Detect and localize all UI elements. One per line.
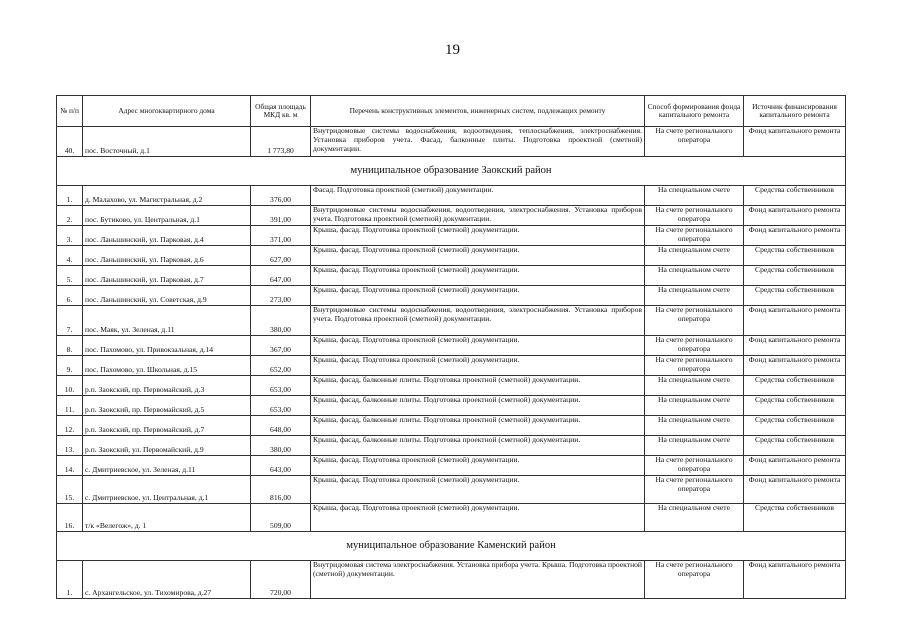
row-num: 9. <box>57 356 83 376</box>
row-method: На счете регионального оператора <box>645 456 744 476</box>
table-row <box>57 266 846 286</box>
row-num: 7. <box>57 306 83 336</box>
row-address: с. Дмитриевское, ул. Зеленая, д.11 <box>83 456 251 476</box>
row-method: На специальном счете <box>645 266 744 286</box>
row-source: Средства собственников <box>744 286 846 306</box>
header-area: Общая площадь МКД кв. м <box>251 96 311 127</box>
header-num: № п/п <box>57 96 83 127</box>
row-num: 1. <box>57 186 83 206</box>
row-num: 13. <box>57 436 83 456</box>
table-row <box>57 206 846 226</box>
row-num: 5. <box>57 266 83 286</box>
row-source: Средства собственников <box>744 266 846 286</box>
row-address: р.п. Заокский, пр. Первомайский, д.3 <box>83 376 251 396</box>
header-address: Адрес многоквартирного дома <box>83 96 251 127</box>
page-number: 19 <box>445 42 460 58</box>
table-row <box>57 456 846 476</box>
row-source: Фонд капитального ремонта <box>744 356 846 376</box>
row-works: Крыша, фасад, балконные плиты. Подготовка проектной (сметной) документации. <box>311 396 645 416</box>
row-address: с. Дмитриевское, ул. Центральная, д.1 <box>83 476 251 504</box>
row-works: Крыша, фасад. Подготовка проектной (сметной) документации. <box>311 286 645 306</box>
row-num: 6. <box>57 286 83 306</box>
row-area: 273,00 <box>251 286 311 306</box>
row-works: Крыша, фасад. Подготовка проектной (сметной) документации. <box>311 476 645 504</box>
table-row <box>57 376 846 396</box>
row-address: пос. Бутиково, ул. Центральная, д.1 <box>83 206 251 226</box>
row-method: На счете регионального оператора <box>645 356 744 376</box>
row-area: 627,00 <box>251 246 311 266</box>
row-works: Крыша, фасад. Подготовка проектной (сметной) документации. <box>311 336 645 356</box>
table-row <box>57 416 846 436</box>
row-source: Фонд капитального ремонта <box>744 476 846 504</box>
row-num: 8. <box>57 336 83 356</box>
row-area: 376,00 <box>251 186 311 206</box>
row-works: Фасад. Подготовка проектной (сметной) документации. <box>311 186 645 206</box>
row-source: Фонд капитального ремонта <box>744 127 846 157</box>
row-address: пос. Маяк, ул. Зеленая, д.11 <box>83 306 251 336</box>
row-source: Средства собственников <box>744 246 846 266</box>
table-row <box>57 246 846 266</box>
row-method: На специальном счете <box>645 286 744 306</box>
row-method: На специальном счете <box>645 376 744 396</box>
row-area: 647,00 <box>251 266 311 286</box>
row-source: Фонд капитального ремонта <box>744 561 846 599</box>
row-works: Крыша, фасад. Подготовка проектной (сметной) документации. <box>311 246 645 266</box>
table-row <box>57 476 846 504</box>
row-area: 391,00 <box>251 206 311 226</box>
row-num: 14. <box>57 456 83 476</box>
row-num: 3. <box>57 226 83 246</box>
table-row <box>57 186 846 206</box>
row-address: р.п. Заокский, пр. Первомайский, д.5 <box>83 396 251 416</box>
row-works: Крыша, фасад. Подготовка проектной (сметной) документации. <box>311 504 645 532</box>
row-method: На специальном счете <box>645 416 744 436</box>
table-row <box>57 286 846 306</box>
row-works: Крыша, фасад. Подготовка проектной (сметной) документации. <box>311 456 645 476</box>
row-works: Крыша, фасад, балконные плиты. Подготовка проектной (сметной) документации. <box>311 376 645 396</box>
row-works: Крыша, фасад. Подготовка проектной (сметной) документации. <box>311 226 645 246</box>
row-area: 653,00 <box>251 396 311 416</box>
row-address: т/к «Велегож», д. 1 <box>83 504 251 532</box>
row-area: 816,00 <box>251 476 311 504</box>
row-works: Крыша, фасад. Подготовка проектной (сметной) документации. <box>311 356 645 376</box>
section-row <box>57 532 846 561</box>
table-row <box>57 436 846 456</box>
table-row <box>57 226 846 246</box>
header-method: Способ формирования фонда капитального ремонта <box>645 96 744 127</box>
row-address: пос. Ланьшинский, ул. Советская, д.9 <box>83 286 251 306</box>
row-method: На специальном счете <box>645 186 744 206</box>
row-area: 380,00 <box>251 436 311 456</box>
row-method: На счете регионального оператора <box>645 306 744 336</box>
row-method: На специальном счете <box>645 246 744 266</box>
row-source: Средства собственников <box>744 504 846 532</box>
row-works: Крыша, фасад, балконные плиты. Подготовка проектной (сметной) документации. <box>311 436 645 456</box>
row-num: 2. <box>57 206 83 226</box>
row-works: Внутридомовые системы водоснабжения, водоотведения, электроснабжения. Установка приборов учета. Подготовка проектной (сметной) документации. <box>311 206 645 226</box>
row-source: Фонд капитального ремонта <box>744 206 846 226</box>
row-source: Средства собственников <box>744 376 846 396</box>
row-address: д. Малахово, ул. Магистральная, д.2 <box>83 186 251 206</box>
row-source: Средства собственников <box>744 396 846 416</box>
row-num: 12. <box>57 416 83 436</box>
row-address: пос. Пахомово, ул. Школьная, д.15 <box>83 356 251 376</box>
row-address: пос. Ланьшинский, ул. Парковая, д.7 <box>83 266 251 286</box>
row-works: Внутридомовые системы водоснабжения, водоотведения, теплоснабжения, электроснабжения. Установка приборов учета. Фасад, балконные плиты. Подготовка проектной (сметной) документации. <box>311 127 645 157</box>
table-row <box>57 504 846 532</box>
row-num: 16. <box>57 504 83 532</box>
row-method: На счете регионального оператора <box>645 226 744 246</box>
section-title-kamensky: муниципальное образование Каменский район <box>57 532 846 561</box>
row-method: На счете регионального оператора <box>645 476 744 504</box>
header-works: Перечень конструктивных элементов, инженерных систем, подлежащих ремонту <box>311 96 645 127</box>
row-num: 11. <box>57 396 83 416</box>
row-address: с. Архангельское, ул. Тихомирова, д.27 <box>83 561 251 599</box>
row-address: пос. Ланьшинский, ул. Парковая, д.6 <box>83 246 251 266</box>
row-source: Средства собственников <box>744 416 846 436</box>
row-area: 648,00 <box>251 416 311 436</box>
row-area: 652,00 <box>251 356 311 376</box>
row-num: 4. <box>57 246 83 266</box>
row-method: На счете регионального оператора <box>645 206 744 226</box>
row-address: пос. Восточный, д.1 <box>83 127 251 157</box>
section-row <box>57 157 846 186</box>
row-area: 1 773,80 <box>251 127 311 157</box>
row-source: Средства собственников <box>744 436 846 456</box>
table-row <box>57 306 846 336</box>
header-row <box>57 96 846 127</box>
row-works: Внутридомовые системы водоснабжения, водоотведения, электроснабжения. Установка приборов учета. Подготовка проектной (сметной) документации. <box>311 306 645 336</box>
row-num: 1. <box>57 561 83 599</box>
row-area: 653,00 <box>251 376 311 396</box>
row-area: 643,00 <box>251 456 311 476</box>
row-area: 720,00 <box>251 561 311 599</box>
section-title-zaoksky: муниципальное образование Заокский район <box>57 157 846 186</box>
table-row <box>57 561 846 599</box>
row-works: Крыша, фасад, балконные плиты. Подготовка проектной (сметной) документации. <box>311 416 645 436</box>
table-row <box>57 336 846 356</box>
row-area: 509,00 <box>251 504 311 532</box>
row-works: Крыша, фасад. Подготовка проектной (сметной) документации. <box>311 266 645 286</box>
table-row <box>57 127 846 157</box>
repair-program-table <box>56 95 846 599</box>
row-address: пос. Ланьшинский, ул. Парковая, д.4 <box>83 226 251 246</box>
table-row <box>57 356 846 376</box>
row-address: р.п. Заокский, ул. Первомайский, д.9 <box>83 436 251 456</box>
row-method: На счете регионального оператора <box>645 127 744 157</box>
row-address: пос. Пахомово, ул. Привокзальная, д.14 <box>83 336 251 356</box>
row-method: На специальном счете <box>645 504 744 532</box>
row-method: На счете регионального оператора <box>645 336 744 356</box>
row-area: 367,00 <box>251 336 311 356</box>
row-num: 15. <box>57 476 83 504</box>
row-source: Фонд капитального ремонта <box>744 306 846 336</box>
row-num: 40. <box>57 127 83 157</box>
row-method: На специальном счете <box>645 396 744 416</box>
row-source: Фонд капитального ремонта <box>744 456 846 476</box>
header-source: Источник финансирования капитального ремонта <box>744 96 846 127</box>
row-area: 380,00 <box>251 306 311 336</box>
row-num: 10. <box>57 376 83 396</box>
row-method: На счете регионального оператора <box>645 561 744 599</box>
row-source: Фонд капитального ремонта <box>744 336 846 356</box>
row-source: Фонд капитального ремонта <box>744 226 846 246</box>
table-row <box>57 396 846 416</box>
row-area: 371,00 <box>251 226 311 246</box>
row-address: р.п. Заокский, пр. Первомайский, д.7 <box>83 416 251 436</box>
row-works: Внутридомовая система электроснабжения. Установка прибора учета. Крыша. Подготовка проектной (сметной) документации. <box>311 561 645 599</box>
row-method: На специальном счете <box>645 436 744 456</box>
row-source: Средства собственников <box>744 186 846 206</box>
